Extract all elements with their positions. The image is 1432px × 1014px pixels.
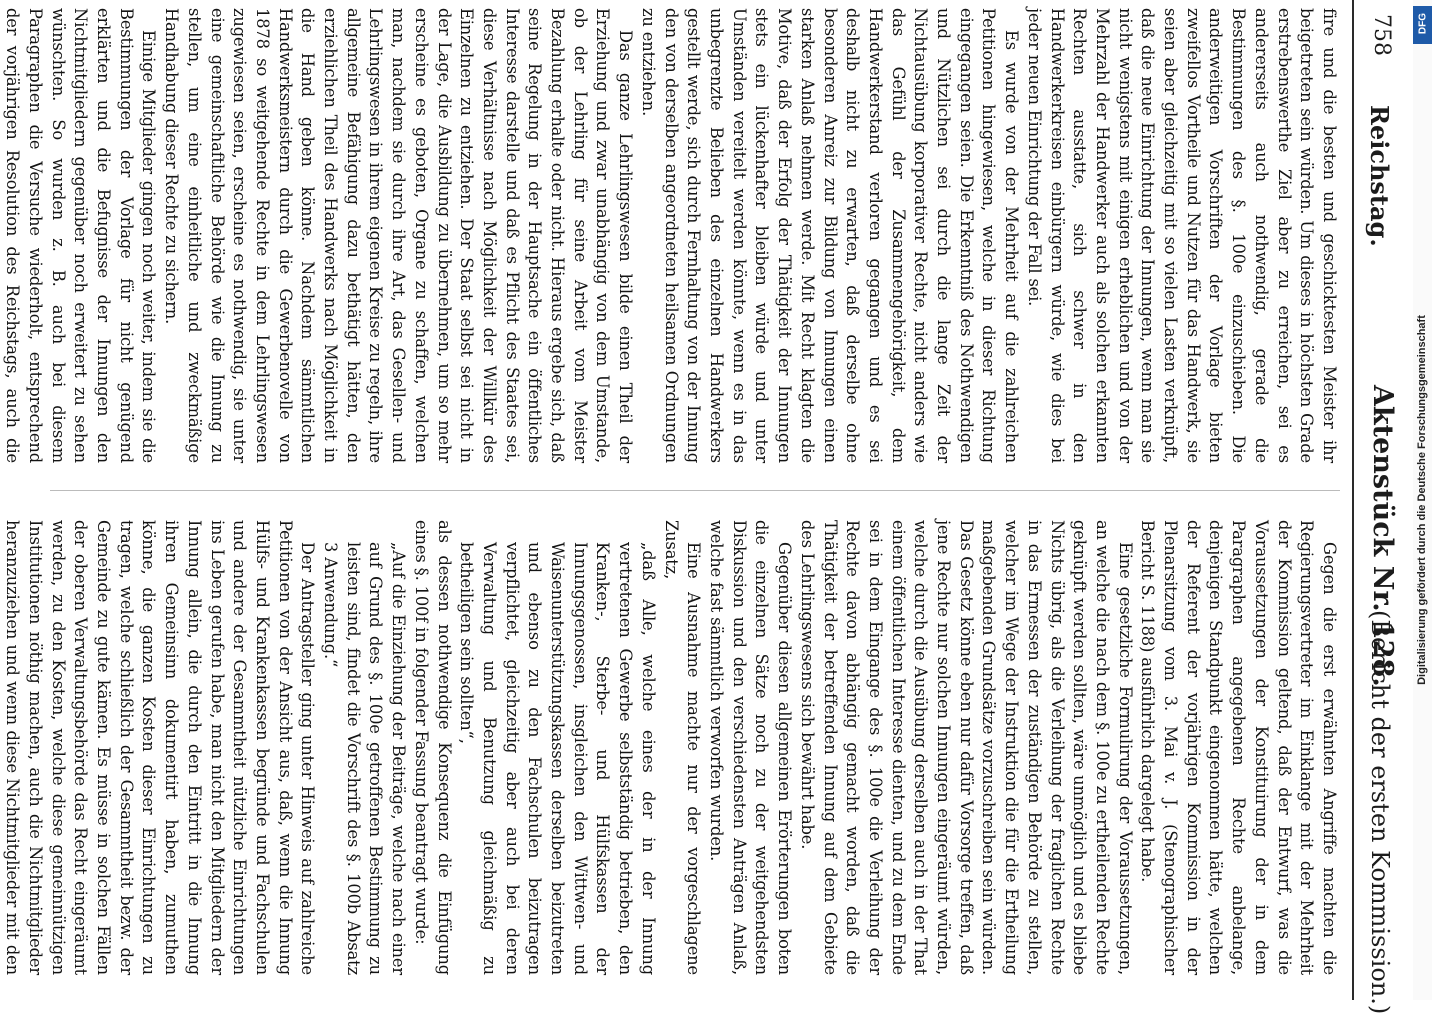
page-number: 758 <box>1369 14 1394 56</box>
paragraph: „Auf die Einziehung der Beiträge, welche nach einer auf Grund des §. 100e getroffenen Bestimmung zu leisten sind, findet die Vorschrift des §. 100b Absatz 3 Anwendung.“ <box>321 542 409 975</box>
running-title: Reichstag. <box>1365 105 1394 247</box>
column-divider <box>50 490 1340 491</box>
left-text-column <box>3 8 1340 463</box>
paragraph: Das ganze Lehrlingswesen bilde einen Theil der Erziehung und zwar unabhängig von dem Umstande, ob der Lehrling für seine Arbeit vom Meister Bezahlung erhalte oder nicht. Hieraus ergebe sich, daß seine Regelung in der Hauptsache ein öffentliches Interesse darstelle und daß es Pflicht des Staates sei, diese Verhältnisse nach Möglichkeit der Willkür des Einzelnen zu entziehen. Der Staat selbst sei nicht in der Lage, die Ausbildung zu übernehmen, um so mehr erscheine es geboten, Organe zu schaffen, welchen man, nachdem sie durch ihre Art, das Gesellen- und Lehrlingswesen in ihrem eigenen Kreise zu regeln, ihre allgemeine Befähigung dazu bethätigt hätten, den erziehlichen Theil des Handwerks nach Möglichkeit in die Hand geben könne. Nachdem sämmtlichen Handwerksmeistern durch die Gewerbenovelle von 1878 so weitgehende Rechte in dem Lehrlingswesen zugewiesen seien, erscheine es nothwendig, sie unter eine gemeinschaftliche Behörde wie die Innung zu stellen, um eine einheitliche und zweckmäßige Handhabung dieser Rechte zu sichern. <box>162 8 636 463</box>
header-rule <box>1352 0 1354 1000</box>
dfg-logo <box>1413 6 1432 44</box>
paragraph: als dessen nothwendige Konsequenz die Einfügung eines §. 100f in folgender Fassung beantragt wurde: <box>411 520 454 975</box>
paragraph: Einige Mitglieder gingen noch weiter, indem sie die Bestimmungen der Vorlage für nicht genügend erklärten und die Befugnisse der Innungen den Nichtmitgliedern gegenüber noch erweitert zu sehen wünschten. So wurden z. B. auch bei diesem Paragraphen die Versuche wiederholt, entsprechend der vorjährigen Resolution des Reichstags, auch die <box>3 8 159 463</box>
digitization-credit: Digitalisierung gefördert durch die Deutsche Forschungsgemeinschaft <box>1416 315 1428 685</box>
paragraph: Eine gesetzliche Formulirung der Voraussetzungen, an welche die nach dem §. 100e zu ertheilenden Rechte geknüpft werden sollten, wäre unmöglich und es bliebe Nichts übrig, als die Verleihung der fraglichen Rechte in das Ermessen der zuständigen Behörde zu stellen, welcher im Wege der Instruktion die für die Ertheilung maßgebenden Grundsätze vorzuschreiben sein würden. Das Gesetz könne eben nur dafür Vorsorge treffen, daß jene Rechte nur solchen Innungen eingeräumt würden, welche durch die Ausübung derselben auch in der That einem öffentlichen Interesse dienten, und zu dem Ende sei in dem Eingange des §. 100e die Verleihung der Rechte davon abhängig gemacht worden, daß die Thätigkeit der betreffenden Innung auf dem Gebiete des Lehrlingswesens sich bewährt habe. <box>797 520 1135 975</box>
paragraph: Der Antragsteller ging unter Hinweis auf zahlreiche Petitionen von der Ansicht aus, daß, wenn die Innung Hülfs- und Krankenkassen begründe und Fachschulen und andere der Gesammtheit nützliche Einrichtungen ins Leben gerufen habe, man nicht den Mitgliedern der Innung allein, die durch den Eintritt in die Innung ihren Gemeinsinn dokumentirt haben, zumuthen könne, die ganzen Kosten dieser Einrichtungen zu tragen, welche schließlich der Gesammtheit bezw. der Gemeinde zu gute kämen. Es müsse in solchen Fällen der oberen Verwaltungsbehörde das Recht eingeräumt werden, zu den Kosten, welche diese gemeinnützigen Institutionen nöthig machen, auch die Nichtmitglieder heranzuziehen und wenn diese Nichtmitglieder mit den <box>3 520 318 975</box>
page-header <box>1348 0 1408 1014</box>
paragraph: „daß Alle, welche eines der in der Innung vertretenen Gewerbe selbstständig betrieben, den Kranken-, Sterbe- und Hülfskassen der Innungsgenossen, insgleichen den Wittwen- und Waisenunterstützungskassen derselben beizutreten und ebenso zu den Fachschulen beizutragen verpflichtet, gleichzeitig aber auch bei deren Verwaltung und Benutzung gleichmäßig zu betheiligen sein sollten“, <box>457 542 658 975</box>
report-title: (Bericht der ersten Kommission.) <box>1366 610 1394 1014</box>
right-text-column <box>3 520 1340 975</box>
dfg-logo-text: DFG <box>1417 12 1429 35</box>
paragraph: Gegen die erst erwähnten Angriffe machten die Regierungsvertreter im Einklange mit der Mehrheit der Kommission geltend, daß der Entwurf, was die Voraussetzungen der Konstituirung der in dem Paragraphen angegebenen Rechte anbelange, denjenigen Standpunkt eingenommen hätte, welchen der Referent der vorjährigen Kommission in der Plenarsitzung vom 3. Mai v. J. (Stenographischer Bericht S. 1188) ausführlich dargelegt habe. <box>1138 520 1339 975</box>
document-number: Aktenstück Nr. 128. <box>1367 385 1398 687</box>
paragraph: Eine Ausnahme machte nur der vorgeschlagene Zusatz, <box>661 520 704 975</box>
digitization-credit-strip <box>1413 0 1432 1000</box>
rotated-page-content <box>3 0 1416 1014</box>
paragraph: fire und die besten und geschicktesten Meister ihr beigetreten sein würden. Um dieses in höchsten Grade erstrebenswerthe Ziel aber zu erreichen, sei es andererseits auch nothwendig, gerade die Bestimmungen des §. 100e einzuschieben. Die anderweitigen Vorschriften der Vorlage bieten zweifellos Vortheile und Nutzen für das Handwerk, sie seien aber gleichzeitig mit so vielen Lasten verknüpft, daß die neue Einrichtung der Innungen, wenn man sie nicht wenigstens mit einigen erheblichen und von der Mehrzahl der Handwerker auch als solchen erkannten Rechten ausstatte, sich schwer in den Handwerkerkreisen einbürgern würde, wie dies bei jeder neuen Einrichtung der Fall sei. <box>1024 8 1339 463</box>
paragraph: Gegenüber diesen allgemeinen Erörterungen boten die einzelnen Sätze noch zu der weitgehendsten Diskussion und den verschiedensten Anträgen Anlaß, welche fast sämmtlich verworfen wurden. <box>707 520 795 975</box>
paragraph: Es wurde von der Mehrheit auf die zahlreichen Petitionen hingewiesen, welche in dieser Richtung eingegangen seien. Die Erkenntniß des Nothwendigen und Nützlichen sei durch die lange Zeit der Nichtausübung korporativer Rechte, nicht anders wie das Gefühl der Zusammengehörigkeit, dem Handwerkerstand verloren gegangen und es sei deshalb nicht zu erwarten, daß derselbe ohne besonderen Anreiz zur Bildung von Innungen einen starken Anlaß nehmen werde. Mit Recht klagten die Motive, daß der Erfolg der Thätigkeit der Innungen stets ein lückenhafter bleiben würde und unter Umständen vereitelt werden könnte, wenn es in das unbegrenzte Belieben des einzelnen Handwerkers gestellt werde, sich durch Fernhaltung von der Innung den von derselben angeordneten heilsamen Ordnungen zu entziehen. <box>638 8 1022 463</box>
